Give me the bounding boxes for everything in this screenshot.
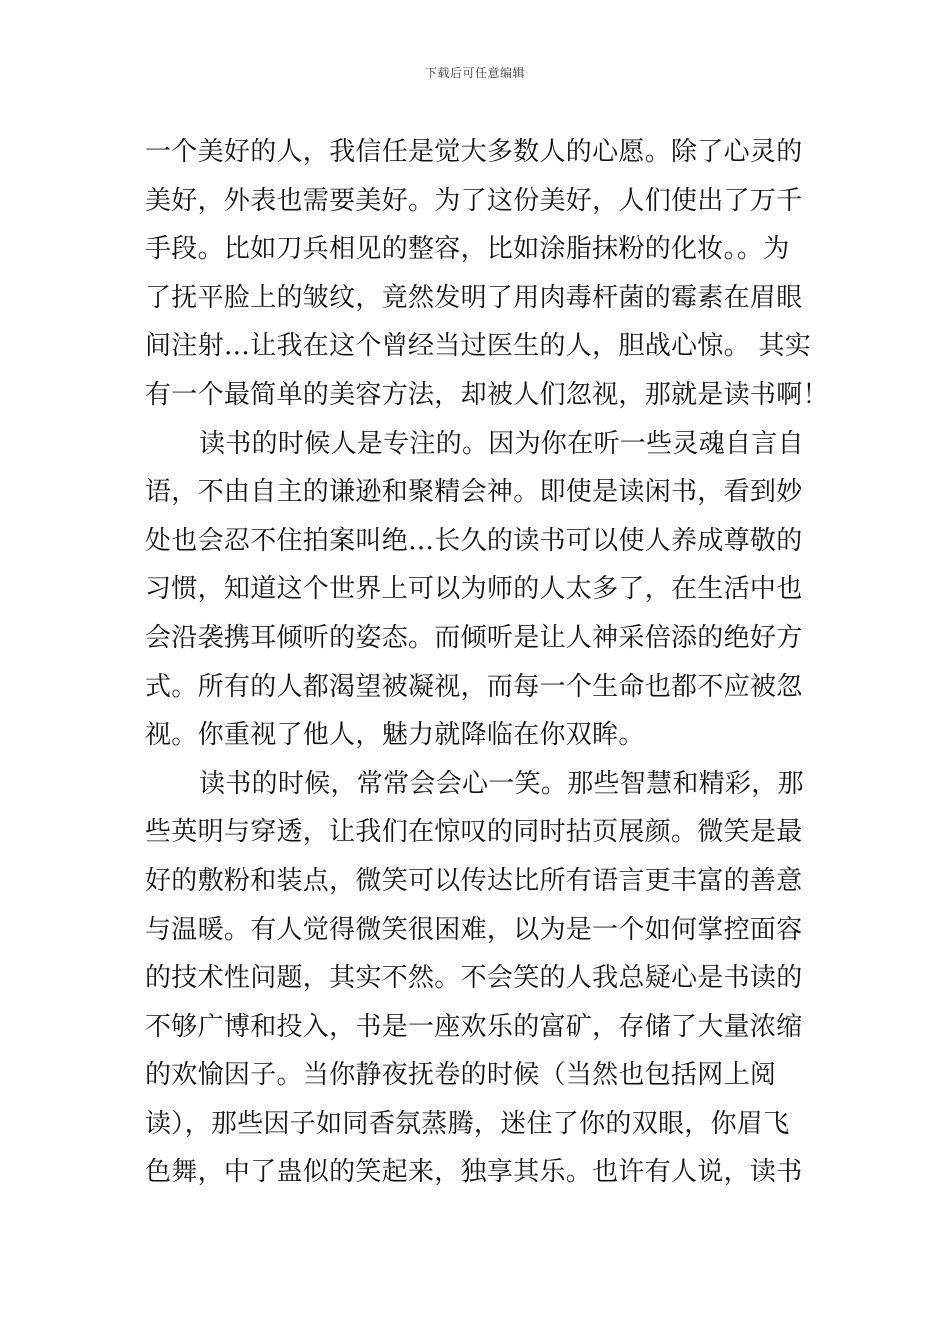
text-line: 习惯，知道这个世界上可以为师的人太多了，在生活中也 (145, 574, 803, 605)
text-line: 好的敷粉和装点，微笑可以传达比所有语言更丰富的善意 (145, 865, 803, 896)
text-line: 读书的时候人是专注的。因为你在听一些灵魂自言自 (199, 428, 804, 459)
text-line: 些英明与穿透，让我们在惊叹的同时拈页展颜。微笑是最 (145, 817, 803, 848)
body-text (145, 128, 829, 1197)
text-line: 视。你重视了他人，魅力就降临在你双眸。 (145, 720, 645, 751)
text-line: 处也会忍不住拍案叫绝…长久的读书可以使人养成尊敬的 (145, 525, 803, 556)
text-line: 了抚平脸上的皱纹，竟然发明了用肉毒杆菌的霉素在眉眼 (145, 282, 803, 313)
text-line: 间注射…让我在这个曾经当过医生的人，胆战心惊。 其实 (145, 331, 812, 362)
text-line: 式。所有的人都渴望被凝视，而每一个生命也都不应被忽 (145, 671, 803, 702)
text-line: 一个美好的人，我信任是觉大多数人的心愿。除了心灵的 (145, 137, 803, 167)
text-line: 有一个最简单的美容方法，却被人们忽视，那就是读书啊！ (145, 379, 829, 410)
text-line: 与温暖。有人觉得微笑很困难，以为是一个如何掌控面容 (145, 914, 803, 945)
text-line: 的欢愉因子。当你静夜抚卷的时候（当然也包括网上阅 (145, 1060, 777, 1091)
page-header: 下载后可任意编辑 (424, 66, 525, 80)
text-line: 手段。比如刀兵相见的整容，比如涂脂抹粉的化妆。。为 (145, 234, 790, 265)
text-line: 会沿袭携耳倾听的姿态。而倾听是让人神采倍添的绝好方 (145, 622, 803, 653)
text-line: 读书的时候，常常会会心一笑。那些智慧和精彩，那 (199, 768, 804, 799)
text-line: 语，不由自主的谦逊和聚精会神。即使是读闲书，看到妙 (145, 477, 803, 508)
text-line: 的技术性问题，其实不然。不会笑的人我总疑心是书读的 (145, 963, 803, 994)
text-line: 色舞，中了蛊似的笑起来，独享其乐。也许有人说，读书 (145, 1157, 803, 1188)
text-line: 读），那些因子如同香氛蒸腾，迷住了你的双眼，你眉飞 (145, 1108, 790, 1139)
text-line: 美好，外表也需要美好。为了这份美好，人们使出了万千 (145, 185, 803, 216)
text-line: 不够广博和投入，书是一座欢乐的富矿，存储了大量浓缩 (145, 1011, 803, 1042)
